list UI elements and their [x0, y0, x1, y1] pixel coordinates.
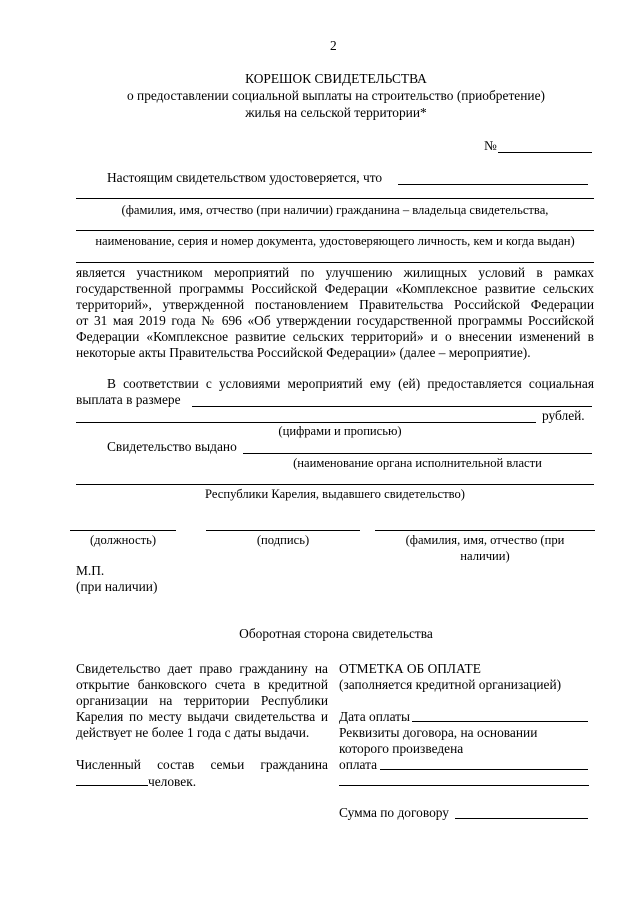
- contract-sum-field[interactable]: [455, 818, 588, 819]
- payment-word-label: оплата: [339, 757, 378, 772]
- rights-line-3: организации на территории Республики: [76, 693, 328, 708]
- reverse-side-title: Оборотная сторона свидетельства: [239, 626, 433, 641]
- certify-text: Настоящим свидетельством удостоверяется, что: [107, 170, 383, 185]
- rights-line-2: открытие банковского счета в кредитной: [76, 677, 328, 692]
- family-line-2: [76, 773, 196, 790]
- payment-line-1: В соответствии с условиями мероприятий ему (ей) предоставляется социальная: [107, 376, 594, 391]
- contract-details-field[interactable]: [380, 769, 588, 770]
- holder-name-field[interactable]: [398, 184, 588, 185]
- caption-signer-name-2: наличии): [460, 549, 510, 563]
- rights-line-5: действует не более 1 года с даты выдачи.: [76, 725, 310, 740]
- caption-position: (должность): [89, 533, 157, 547]
- holder-document-field[interactable]: [76, 230, 594, 231]
- contract-sum-label: Сумма по договору: [339, 805, 449, 820]
- caption-republic: Республики Карелия, выдавшего свидетельство): [205, 487, 465, 501]
- participant-line-6: некоторые акты Правительства Российской Федерации» (далее – мероприятие).: [76, 345, 531, 360]
- issued-by-field-2[interactable]: [76, 484, 594, 485]
- rights-line-1: Свидетельство дает право гражданину на: [76, 661, 328, 676]
- family-line-1: Численный состав семьи гражданина: [76, 757, 328, 772]
- certificate-number-label: №: [484, 138, 497, 153]
- caption-signature: (подпись): [256, 533, 310, 547]
- payment-date-label: Дата оплаты: [339, 709, 411, 724]
- document-subtitle-2: жилья на сельской территории*: [245, 105, 427, 120]
- rubles-label: рублей.: [542, 408, 585, 423]
- caption-fio: (фамилия, имя, отчество (при наличии) гражданина – владельца свидетельства,: [121, 203, 549, 217]
- payment-mark-title: ОТМЕТКА ОБ ОПЛАТЕ: [339, 661, 481, 676]
- issued-by-field[interactable]: [243, 453, 592, 454]
- participant-line-3: территорий», утвержденной постановлением Правительства Российской Федерации: [76, 297, 594, 312]
- document-subtitle-1: о предоставлении социальной выплаты на строительство (приобретение): [127, 88, 545, 103]
- position-field[interactable]: [70, 530, 176, 531]
- caption-amount: (цифрами и прописью): [278, 424, 402, 438]
- stamp-if-present: (при наличии): [76, 579, 158, 594]
- caption-signer-name-1: (фамилия, имя, отчество (при: [405, 533, 565, 547]
- signature-field[interactable]: [206, 530, 360, 531]
- rights-line-4: Карелия по месту выдачи свидетельства и: [76, 709, 328, 724]
- participant-line-2: государственной программы Российской Федерации «Комплексное развитие сельских: [76, 281, 594, 296]
- issued-label: Свидетельство выдано: [107, 439, 237, 454]
- holder-document-field-2[interactable]: [76, 262, 594, 263]
- stamp-mp: М.П.: [76, 563, 105, 578]
- contract-details-field-2[interactable]: [339, 785, 589, 786]
- document-title: КОРЕШОК СВИДЕТЕЛЬСТВА: [245, 71, 427, 86]
- contract-details-line-2: которого произведена: [339, 741, 464, 756]
- signer-name-field[interactable]: [375, 530, 595, 531]
- holder-name-field-2[interactable]: [76, 198, 594, 199]
- participant-line-4: от 31 мая 2019 года № 696 «Об утверждении государственной программы Российской: [76, 313, 594, 328]
- payment-amount-field[interactable]: [192, 406, 592, 407]
- certificate-number-field[interactable]: [498, 152, 592, 153]
- contract-details-line-1: Реквизиты договора, на основании: [339, 725, 538, 740]
- payment-line-2: выплата в размере: [76, 392, 181, 407]
- caption-authority: (наименование органа исполнительной власти: [293, 456, 542, 470]
- participant-line-1: является участником мероприятий по улучшению жилищных условий в рамках: [76, 265, 594, 280]
- payment-mark-subtitle: (заполняется кредитной организацией): [339, 677, 562, 692]
- family-count-field[interactable]: [76, 773, 148, 786]
- caption-document: наименование, серия и номер документа, удостоверяющего личность, кем и когда выдан): [95, 234, 575, 248]
- family-people-label: человек.: [148, 774, 197, 789]
- participant-line-5: Федерации «Комплексное развитие сельских территорий» и о внесении изменений в: [76, 329, 594, 344]
- payment-date-field[interactable]: [412, 721, 588, 722]
- page-number: 2: [330, 38, 337, 53]
